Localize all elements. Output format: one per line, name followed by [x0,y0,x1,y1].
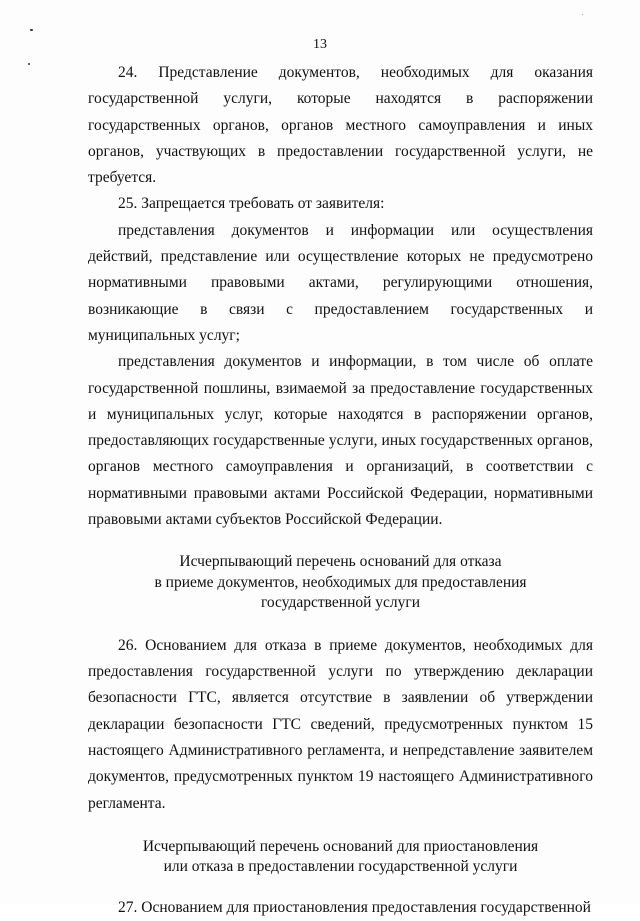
page-number: 13 [313,37,327,52]
section-heading-refusal-reception [88,552,593,614]
heading-line: Исчерпывающий перечень оснований для отказа [179,553,502,571]
heading-line: Исчерпывающий перечень оснований для приостановления [142,837,539,855]
scan-artifact [582,14,583,15]
scan-artifact [30,29,33,31]
heading-line: или отказа в предоставлении государственной услуги [163,858,518,876]
scan-artifact [28,63,30,65]
heading-line: государственной услуги [260,594,421,612]
paragraph-25: 25. Запрещается требовать от заявителя: [118,195,385,213]
paragraph-25-item-1: представления документов и информации или осуществления действий, представление или осуществление которых не предусмотрено нормативными правовыми актами, регулирующими отношения, возникающие в связи с предоставлением государственных и муниципальных услуг; [88,221,593,344]
heading-line: в приеме документов, необходимых для предоставления [154,573,527,591]
paragraph-25-item-2: представления документов и информации, в том числе об оплате государственной пошлины, взимаемой за предоставление государственных и муниципальных услуг, которые находятся в распоряжении органов, предоставляющих государственные услуги, иных государственных органов, органов местного самоуправления и организаций, в соответствии с нормативными правовыми актами Российской Федерации, нормативными правовыми актами субъектов Российской Федерации. [88,353,593,529]
section-heading-suspension-refusal [88,837,593,878]
paragraph-27: 27. Основанием для приостановления предоставления государственной [118,898,591,916]
document-body [88,60,593,921]
paragraph-26: 26. Основанием для отказа в приеме документов, необходимых для предоставления государственной услуги по утверждению декларации безопасности ГТС, является отсутствие в заявлении об утверждении декларации безопасности ГТС сведений, предусмотренных пунктом 15 настоящего Административного регламента, и непредставление заявителем документов, предусмотренных пунктом 19 настоящего Административного регламента. [88,636,593,812]
paragraph-24: 24. Представление документов, необходимых для оказания государственной услуги, которые находятся в распоряжении государственных органов, органов местного самоуправления и иных органов, участвующих в предоставлении государственной услуги, не требуется. [88,64,593,187]
